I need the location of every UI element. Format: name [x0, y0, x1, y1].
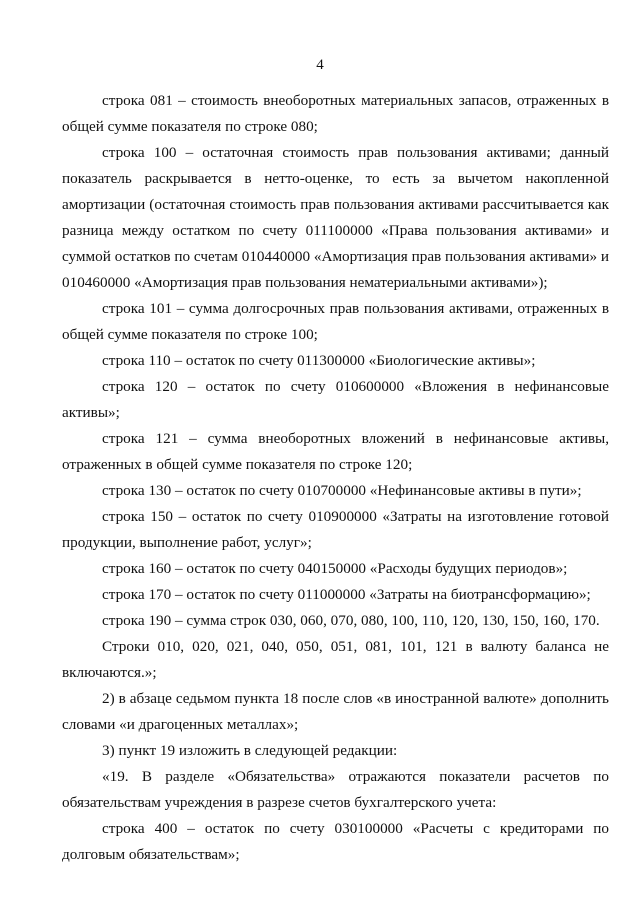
paragraph-line-150: строка 150 – остаток по счету 010900000 «Затраты на изготовление готовой продукции, выполнение работ, услуг»; — [62, 508, 609, 551]
paragraph-line-400: строка 400 – остаток по счету 030100000 «Расчеты с кредиторами по долговым обязательствам»; — [62, 820, 609, 863]
paragraph-line-120: строка 120 – остаток по счету 010600000 «Вложения в нефинансовые активы»; — [62, 378, 609, 421]
paragraph-item-19: «19. В разделе «Обязательства» отражаются показатели расчетов по обязательствам учреждения в разрезе счетов бухгалтерского учета: — [62, 768, 609, 811]
page-number: 4 — [316, 57, 324, 73]
paragraph-line-170: строка 170 – остаток по счету 011000000 «Затраты на биотрансформацию»; — [102, 586, 591, 603]
paragraph-line-081: строка 081 – стоимость внеоборотных материальных запасов, отраженных в общей сумме показателя по строке 080; — [62, 92, 609, 135]
paragraph-line-110: строка 110 – остаток по счету 011300000 «Биологические активы»; — [102, 352, 536, 369]
paragraph-line-130: строка 130 – остаток по счету 010700000 «Нефинансовые активы в пути»; — [102, 482, 582, 499]
paragraph-amendment-3: 3) пункт 19 изложить в следующей редакции: — [102, 742, 398, 759]
paragraph-line-100: строка 100 – остаточная стоимость прав пользования активами; данный показатель раскрывается в нетто-оценке, то есть за вычетом накопленной амортизации (остаточная стоимость прав пользования активами рассчитывается как разница между остатком по счету 011100000 «Права пользования активами» и суммой остатков по счетам 010440000 «Амортизация прав пользования активами» и 010460000 «Амортизация прав пользования нематериальными активами»); — [62, 144, 609, 291]
paragraph-amendment-2: 2) в абзаце седьмом пункта 18 после слов «в иностранной валюте» дополнить словами «и драгоценных металлах»; — [62, 690, 609, 733]
paragraph-excluded-lines: Строки 010, 020, 021, 040, 050, 051, 081, 101, 121 в валюту баланса не включаются.»; — [62, 638, 609, 681]
paragraph-line-101: строка 101 – сумма долгосрочных прав пользования активами, отраженных в общей сумме показателя по строке 100; — [62, 300, 609, 343]
paragraph-line-190: строка 190 – сумма строк 030, 060, 070, 080, 100, 110, 120, 130, 150, 160, 170. — [102, 612, 600, 629]
paragraph-line-160: строка 160 – остаток по счету 040150000 «Расходы будущих периодов»; — [102, 560, 568, 577]
document-body — [62, 88, 609, 868]
paragraph-line-121: строка 121 – сумма внеоборотных вложений в нефинансовые активы, отраженных в общей сумме показателя по строке 120; — [62, 430, 609, 473]
